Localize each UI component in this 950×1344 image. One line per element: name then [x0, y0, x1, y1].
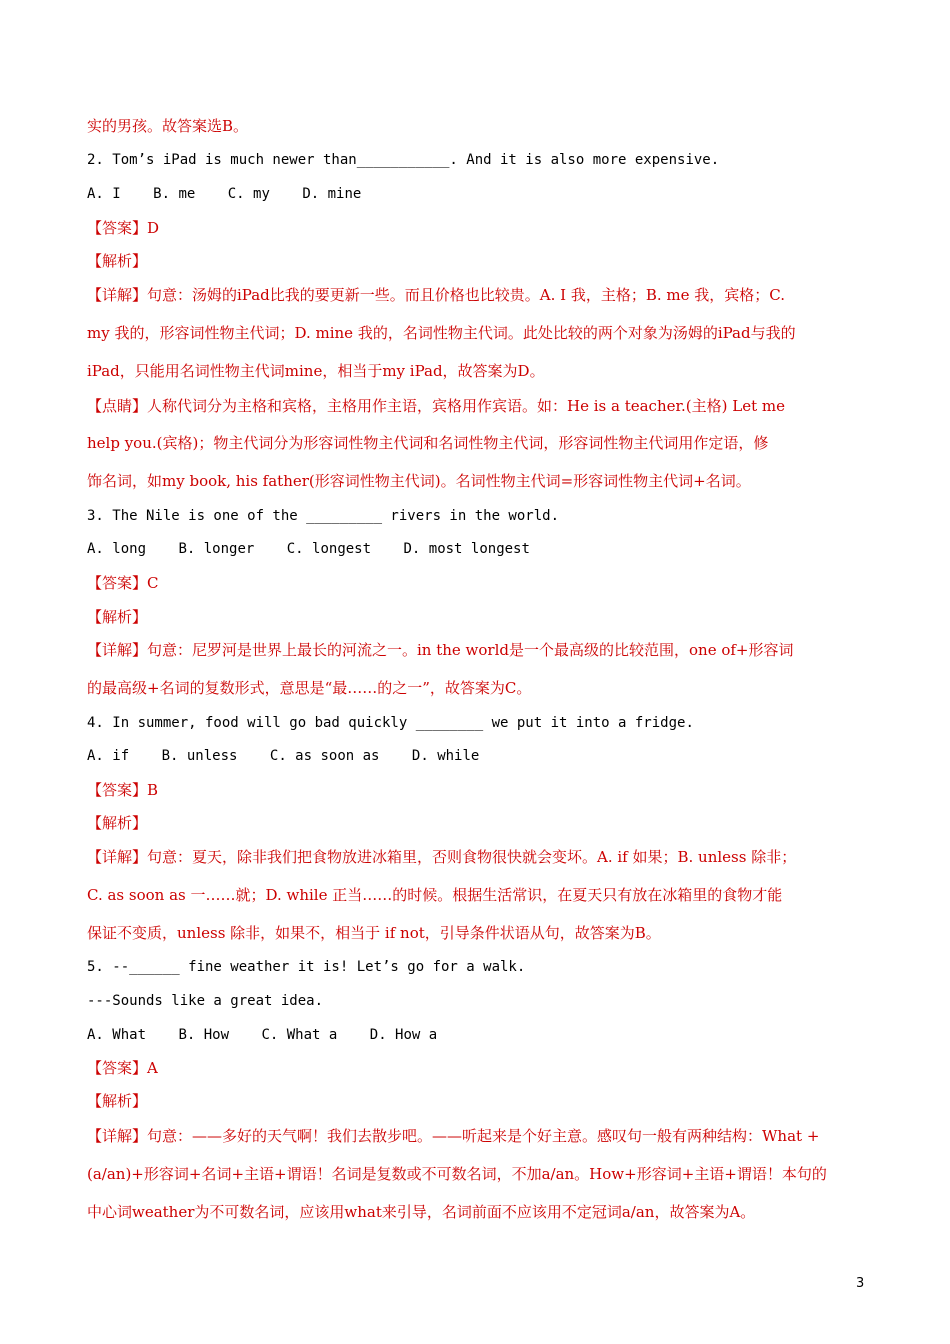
explanation-line: (a/an)+形容词+名词+主语+谓语！名词是复数或不可数名词，不加a/an。How+形容词+主语+谓语！本句的: [87, 1165, 827, 1183]
answer-label: 【答案】D: [87, 219, 160, 237]
option-b: B. me: [153, 186, 196, 202]
options-q4: [87, 745, 864, 767]
explanation-line: iPad，只能用名词性物主代词mine，相当于my iPad，故答案为D。: [87, 362, 545, 380]
question-5-response: ---Sounds like a great idea.: [87, 993, 324, 1009]
text-line: 实的男孩。故答案选B。: [87, 117, 249, 135]
option-c: C. What a: [261, 1027, 338, 1043]
analysis-label: 【解析】: [87, 608, 148, 626]
explanation-line: 【详解】句意：——多好的天气啊！我们去散步吧。——听起来是个好主意。感叹句一般有两种结构：What +: [87, 1127, 820, 1145]
answer-label: 【答案】A: [87, 1059, 158, 1077]
options-q3: [87, 538, 864, 560]
option-c: C. as soon as: [269, 748, 380, 764]
option-a: A. What: [87, 1027, 147, 1043]
analysis-label: 【解析】: [87, 1092, 148, 1110]
option-a: A. if: [87, 748, 130, 764]
option-d: D. How a: [369, 1027, 438, 1043]
explanation-line: 的最高级+名词的复数形式，意思是“最……的之一”，故答案为C。: [87, 679, 532, 697]
explanation-line: C. as soon as 一……就；D. while 正当……的时候。根据生活常识，在夏天只有放在冰箱里的食物才能: [87, 886, 783, 904]
analysis-label: 【解析】: [87, 814, 148, 832]
option-a: A. I: [87, 186, 121, 202]
option-c: C. my: [227, 186, 270, 202]
option-d: D. mine: [302, 186, 362, 202]
option-d: D. most longest: [403, 541, 530, 557]
question-3: 3. The Nile is one of the _________ rivers in the world.: [87, 508, 560, 524]
option-b: B. How: [178, 1027, 230, 1043]
question-2: 2. Tom’s iPad is much newer than___________. And it is also more expensive.: [87, 152, 720, 168]
options-q2: [87, 183, 864, 205]
explanation-line: 【详解】句意：汤姆的iPad比我的要更新一些。而且价格也比较贵。A. I 我，主格；B. me 我，宾格；C.: [87, 286, 785, 304]
option-a: A. long: [87, 541, 147, 557]
explanation-line: 中心词weather为不可数名词，应该用what来引导，名词前面不应该用不定冠词a/an，故答案为A。: [87, 1203, 756, 1221]
options-q5: [87, 1024, 864, 1046]
tip-line: 饰名词，如my book, his father(形容词性物主代词)。名词性物主代词=形容词性物主代词+名词。: [87, 472, 751, 490]
explanation-line: 【详解】句意：夏天，除非我们把食物放进冰箱里，否则食物很快就会变坏。A. if 如果；B. unless 除非；: [87, 848, 797, 866]
answer-label: 【答案】C: [87, 574, 159, 592]
question-4: 4. In summer, food will go bad quickly ________ we put it into a fridge.: [87, 715, 694, 731]
option-c: C. longest: [286, 541, 372, 557]
option-b: B. longer: [178, 541, 255, 557]
explanation-line: 保证不变质，unless 除非，如果不，相当于 if not，引导条件状语从句，故答案为B。: [87, 924, 661, 942]
tip-line: 【点睛】人称代词分为主格和宾格，主格用作主语，宾格用作宾语。如：He is a teacher.(主格) Let me: [87, 397, 785, 415]
tip-line: help you.(宾格)；物主代词分为形容词性物主代词和名词性物主代词，形容词性物主代词用作定语，修: [87, 434, 769, 452]
page-number: 3: [856, 1276, 865, 1291]
answer-label: 【答案】B: [87, 781, 159, 799]
question-5: 5. --______ fine weather it is! Let’s go for a walk.: [87, 959, 526, 975]
explanation-line: my 我的，形容词性物主代词；D. mine 我的，名词性物主代词。此处比较的两个对象为汤姆的iPad与我的: [87, 324, 796, 342]
option-b: B. unless: [161, 748, 238, 764]
analysis-label: 【解析】: [87, 252, 148, 270]
option-d: D. while: [411, 748, 480, 764]
explanation-line: 【详解】句意：尼罗河是世界上最长的河流之一。in the world是一个最高级的比较范围，one of+形容词: [87, 641, 794, 659]
